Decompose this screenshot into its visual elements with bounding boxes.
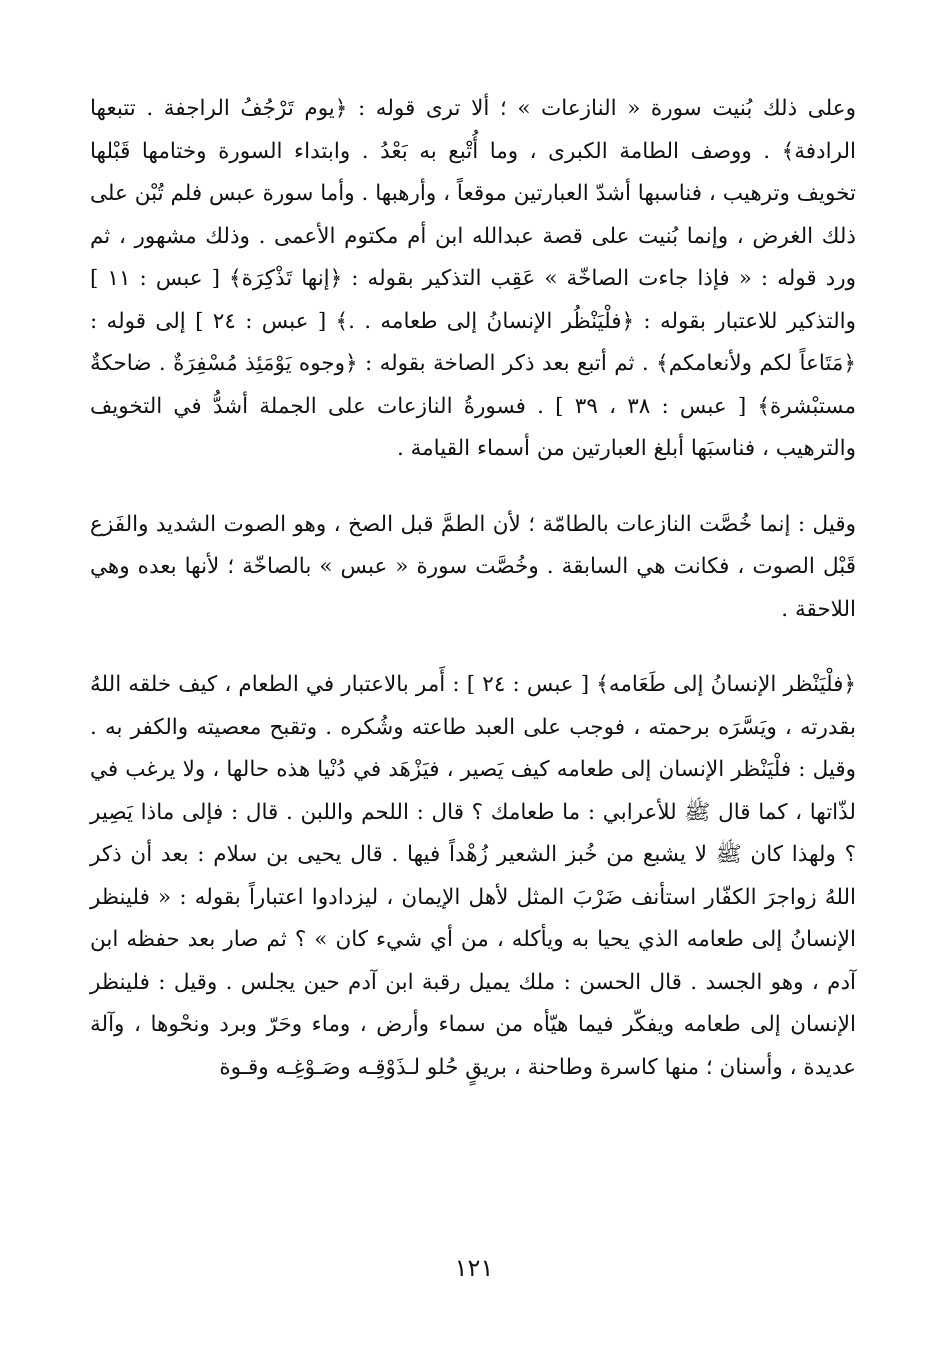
body-text <box>90 88 856 1089</box>
paragraph-2: وقيل : إنما خُصَّت النازعات بالطامّة ؛ لأن الطمَّ قبل الصخ ، وهو الصوت الشديد والفَزع قَبْل الصوت ، فكانت هي السابقة . وخُصَّت سورة « عبس » بالصاخّة ؛ لأنها بعده وهي اللاحقة . <box>90 511 856 622</box>
book-page <box>0 88 948 1368</box>
paragraph-3: ﴿فلْيَنْظر الإنسانُ إلى طَعَامه﴾ [ عبس : ٢٤ ] : أَمر بالاعتبار في الطعام ، كيف خلقه اللهُ بقدرته ، ويَسَّرَه برحمته ، فوجب على العبد طاعته وشُكره . وتقبح معصيته والكفر به . وقيل : فلْيَنْظر الإنسان إلى طعامه كيف يَصير ، فيَزْهَد في دُنْيا هذه حالها ، ولا يرغب في لذّاتها ، كما قال ﷺ للأعرابي : ما طعامك ؟ قال : اللحم واللبن . قال : فإلى ماذا يَصِير ؟ ولهذا كان ﷺ لا يشبع من خُبز الشعير زُهْداً فيها . قال يحيى بن سلام : بعد أن ذكر اللهُ زواجرَ الكفّار استأنف ضَرْبَ المثل لأهل الإيمان ، ليزدادوا اعتباراً بقوله : « فلينظر الإنسانُ إلى طعامه الذي يحيا به ويأكله ، من أي شيء كان » ؟ ثم صار بعد حفظه ابن آدم ، وهو الجسد . قال الحسن : ملك يميل رقبة ابن آدم حين يجلس . وقيل : فلينظر الإنسان إلى طعامه ويفكّر فيما هيّأه من سماء وأرض ، وماء وحَرّ وبرد ونحْوها ، وآلة عديدة ، وأسنان ؛ منها كاسرة وطاحنة ، بريقٍ حُلو لـذَوْقِـه وصَـوْغِـه وقـوة <box>90 672 856 1080</box>
paragraph-1: وعلى ذلك بُنيت سورة « النازعات » ؛ ألا ترى قوله : ﴿يوم تَرْجُفُ الراجفة . تتبعها الرادفة﴾ . ووصف الطامة الكبرى ، وما أُتْبع به بَعْدُ . وابتداء السورة وختامها قَبْلها تخويف وترهيب ، فناسبها أشدّ العبارتين موقعاً ، وأرهبها . وأما سورة عبس فلم تُبْن على ذلك الغرض ، وإنما بُنيت على قصة عبدالله ابن أم مكتوم الأعمى . وذلك مشهور ، ثم ورد قوله : « فإذا جاءت الصاخّة » عَقِب التذكير بقوله : ﴿إنها تَذْكِرَة﴾ [ عبس : ١١ ] والتذكير للاعتبار بقوله : ﴿فلْيَنْظُر الإنسانُ إلى طعامه . .﴾ [ عبس : ٢٤ ] إلى قوله : ﴿مَتَاعاً لكم ولأنعامكم﴾ . ثم أتبع بعد ذكر الصاخة بقوله : ﴿وجوه يَوْمَئِذ مُسْفِرَةٌ . ضاحكةٌ مستبْشرة﴾ [ عبس : ٣٨ ، ٣٩ ] . فسورةُ النازعات على الجملة أشدُّ في التخويف والترهيب ، فناسبَها أبلغ العبارتين من أسماء القيامة . <box>90 96 857 461</box>
page-number: ١٢١ <box>454 1254 494 1282</box>
